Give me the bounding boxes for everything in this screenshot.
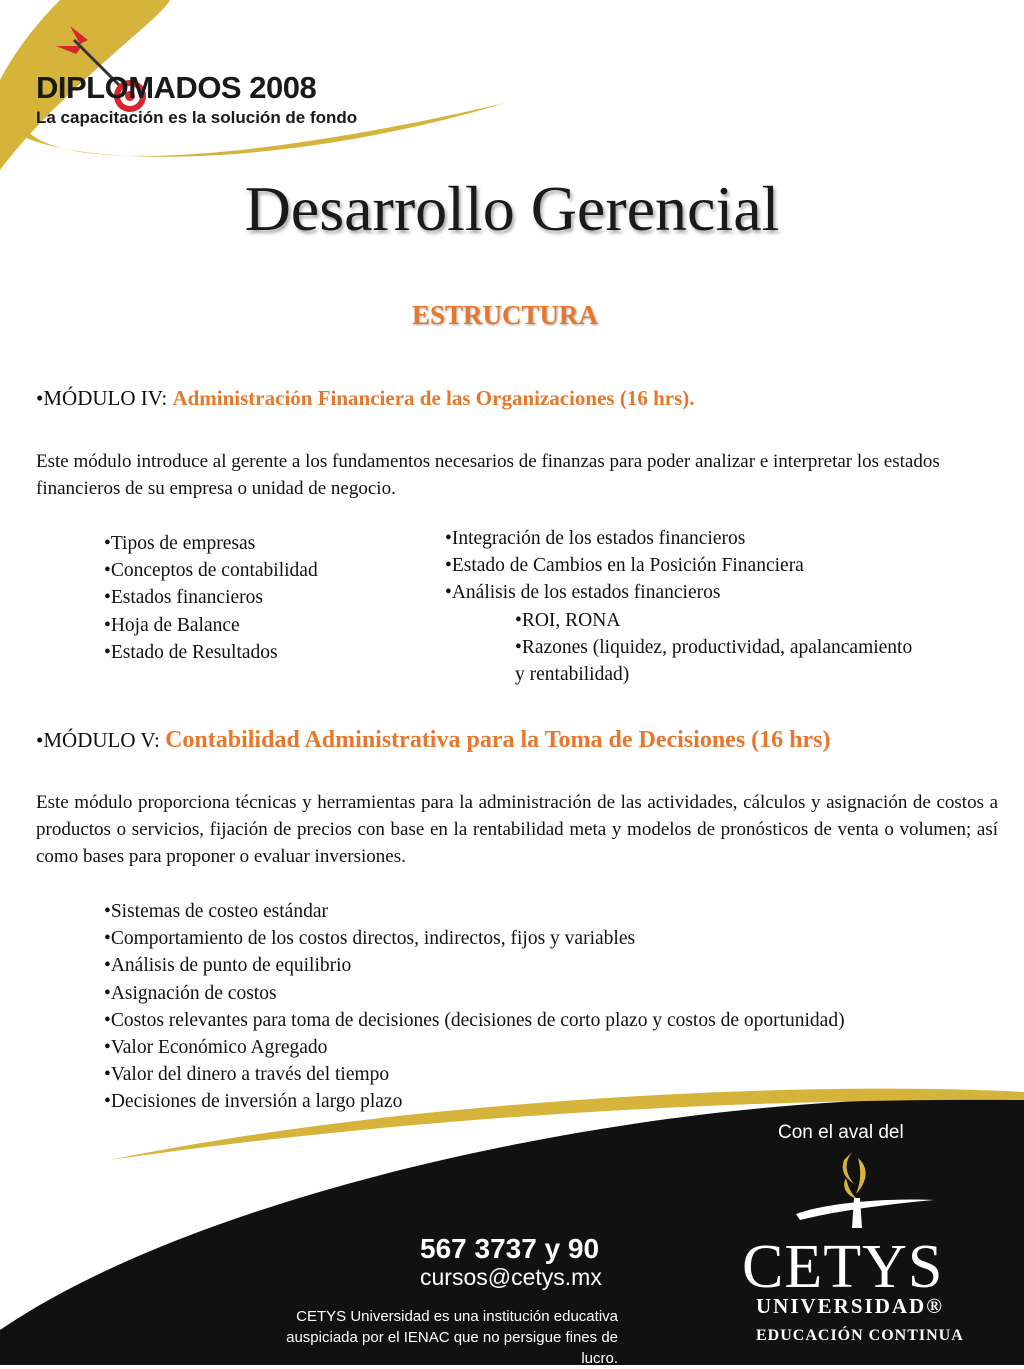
brand-tagline: La capacitación es la solución de fondo [36,108,358,127]
list-item: •Costos relevantes para toma de decisiones (decisiones de corto plazo y costos de oportunidad) [104,1009,845,1031]
list-item: •Sistemas de costeo estándar [104,901,328,922]
module-5-name: Contabilidad Administrativa para la Toma de Decisiones (16 hrs) [165,727,831,753]
list-item: •Decisiones de inversión a largo plazo [104,1091,403,1113]
cetys-logo-text: CETYS [742,1233,944,1301]
module-5-description: Este módulo proporciona técnicas y herramientas para la administración de las actividades, cálculos y asignación de costos a productos o servicios, fijación de precios con base en la rentabilidad meta y modelos de pronósticos de venta o volumen; así como bases para proponer o evaluar inversiones. [36,792,998,867]
list-subitem: y rentabilidad) [515,664,630,686]
module-4-name: Administración Financiera de las Organizaciones (16 hrs). [172,386,695,410]
cetys-logo-unit: EDUCACIÓN CONTINUA [756,1327,964,1344]
list-item: •Tipos de empresas [104,533,256,554]
list-item: •Estado de Resultados [104,641,278,663]
module-4-topics-left [104,530,318,666]
list-item: •Análisis de punto de equilibrio [104,955,352,977]
module-4-heading [36,386,695,411]
brand-title: DIPLOMADOS 2008 [36,70,317,105]
module-5-topics [104,898,845,1116]
module-4-description: Este módulo introduce al gerente a los fundamentos necesarios de finanzas para poder analizar e interpretar los estados financieros de su empresa o unidad de negocio. [36,451,940,499]
institution-note: CETYS Universidad es una institución educativa auspiciada por el IENAC que no persigue fines de lucro. [286,1308,618,1367]
list-item: •Asignación de costos [104,982,277,1004]
list-item: •Conceptos de contabilidad [104,560,318,582]
list-item: •Hoja de Balance [104,614,240,636]
module-4-topics-right [445,525,912,688]
cetys-flame-icon [790,1148,940,1234]
list-subitem: •ROI, RONA [515,609,621,631]
contact-phone: 567 3737 y 90 [420,1233,600,1264]
list-item: •Estado de Cambios en la Posición Financiera [445,555,804,577]
module-5-heading [36,727,830,754]
section-title: ESTRUCTURA [411,300,599,330]
list-item: •Comportamiento de los costos directos, indirectos, fijos y variables [104,928,636,950]
cetys-logo-universidad: UNIVERSIDAD® [756,1294,944,1318]
list-subitem: •Razones (liquidez, productividad, apalancamiento [515,636,913,658]
module-5-label: •MÓDULO V: [36,728,160,752]
list-item: •Análisis de los estados financieros [445,582,721,604]
list-item: •Integración de los estados financieros [445,528,746,549]
page-title: Desarrollo Gerencial [244,173,780,244]
module-4-label: •MÓDULO IV: [36,386,168,410]
contact-email[interactable]: cursos@cetys.mx [420,1264,602,1290]
list-item: •Valor Económico Agregado [104,1037,328,1059]
list-item: •Estados financieros [104,587,263,609]
list-item: •Valor del dinero a través del tiempo [104,1064,390,1086]
endorsement-label: Con el aval del [778,1122,904,1143]
